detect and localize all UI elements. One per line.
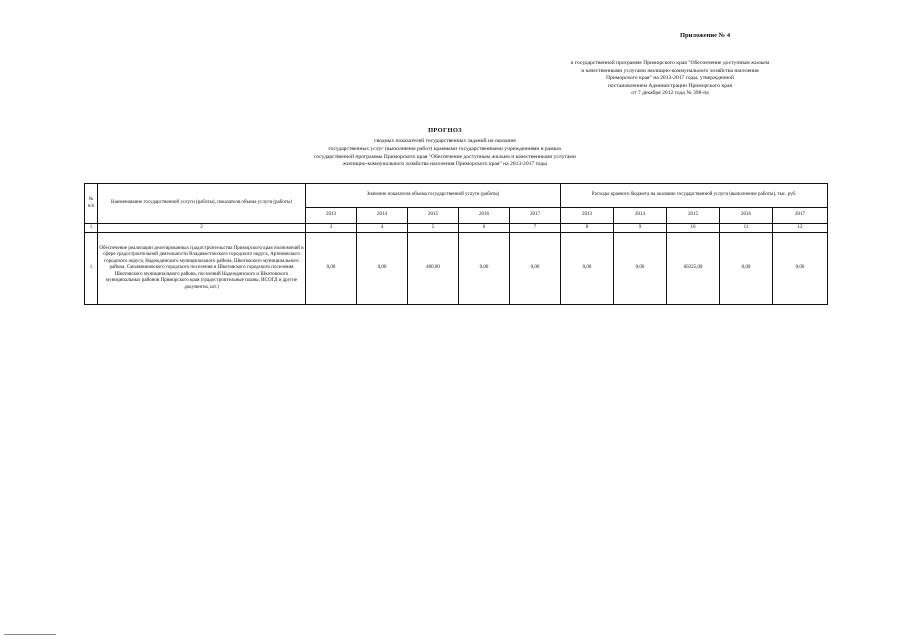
header-year: 2013 [561, 208, 614, 224]
approval-line: Приморского края" на 2013-2017 годы, утвержденной [605, 75, 735, 82]
header-year: 2015 [667, 208, 720, 224]
forecast-table [84, 183, 828, 305]
volume-cell: 0,00 [306, 233, 357, 305]
column-number: 10 [667, 224, 720, 233]
header-num: № п/п [85, 184, 98, 224]
header-year: 2014 [357, 208, 408, 224]
column-number: 5 [408, 224, 459, 233]
column-number: 11 [720, 224, 773, 233]
table-row [85, 233, 828, 305]
expense-cell: 60325,00 [667, 233, 720, 305]
subtitle-line: жилищно-коммунального хозяйства населения Приморского края" на 2013-2017 годы [342, 161, 548, 168]
footer-rule [4, 634, 56, 635]
column-number: 4 [357, 224, 408, 233]
document-title: ПРОГНОЗ [428, 127, 462, 134]
header-name: Наименование государственной услуги (работы), показателя объема услуги (работы) [98, 184, 306, 224]
column-number: 1 [85, 224, 98, 233]
approval-line: от 7 декабря 2012 года № 398-па [631, 90, 709, 97]
column-number: 6 [459, 224, 510, 233]
subtitle-line: государственных услуг (выполнение работ) краевыми государственными учреждениями в рамках [328, 145, 562, 152]
column-number: 2 [98, 224, 306, 233]
header-year: 2016 [459, 208, 510, 224]
subtitle-line: сводных показателей государственных заданий на оказание [374, 138, 516, 144]
expense-cell: 0,00 [561, 233, 614, 305]
header-year: 2015 [408, 208, 459, 224]
header-year: 2013 [306, 208, 357, 224]
volume-cell: 400,00 [408, 233, 459, 305]
approval-line: и качественными услугами жилищно-коммунального хозяйства населения [581, 67, 759, 74]
row-name: Обеспечение реализации делегированных градостроительства Приморского края полномочий в сфере градостроительной деятельности Владивостокского городского округа, Артемовского городского округа, Надеждинского муниципального района, Шкотовского муниципального района, Смоляниновского городского поселения и Шкотовского городского поселения Шкотовского муниципального района, поселений Надеждинского и Шкотовского муниципальных районов Приморского края (градостроительные планы, ИСОГД и другие документы, шт.) [98, 233, 306, 305]
expense-cell: 0,00 [720, 233, 773, 305]
header-year: 2017 [510, 208, 561, 224]
header-year: 2017 [773, 208, 828, 224]
column-number: 7 [510, 224, 561, 233]
header-expense-group: Расходы краевого бюджета на оказание государственной услуги (выполнение работы), тыс. руб. [561, 184, 828, 208]
row-num: 1 [85, 233, 98, 305]
volume-cell: 0,00 [510, 233, 561, 305]
approval-line: постановлением Администрации Приморского края [607, 82, 733, 89]
column-number: 3 [306, 224, 357, 233]
column-number: 9 [614, 224, 667, 233]
volume-cell: 0,00 [357, 233, 408, 305]
document-subtitle [250, 138, 640, 169]
column-number: 12 [773, 224, 828, 233]
header-year: 2014 [614, 208, 667, 224]
approval-block [540, 60, 800, 98]
subtitle-line: государственной программы Приморского края "Обеспечение доступным жильем и качественными услугами [314, 153, 576, 160]
approval-line: к государственной программе Приморского края "Обеспечение доступным жильем [570, 60, 770, 66]
volume-cell: 0,00 [459, 233, 510, 305]
column-number: 8 [561, 224, 614, 233]
header-year: 2016 [720, 208, 773, 224]
appendix-label: Приложение № 4 [680, 32, 731, 39]
expense-cell: 0,00 [773, 233, 828, 305]
header-volume-group: Значение показателя объема государственной услуги (работы) [306, 184, 561, 208]
expense-cell: 0,00 [614, 233, 667, 305]
